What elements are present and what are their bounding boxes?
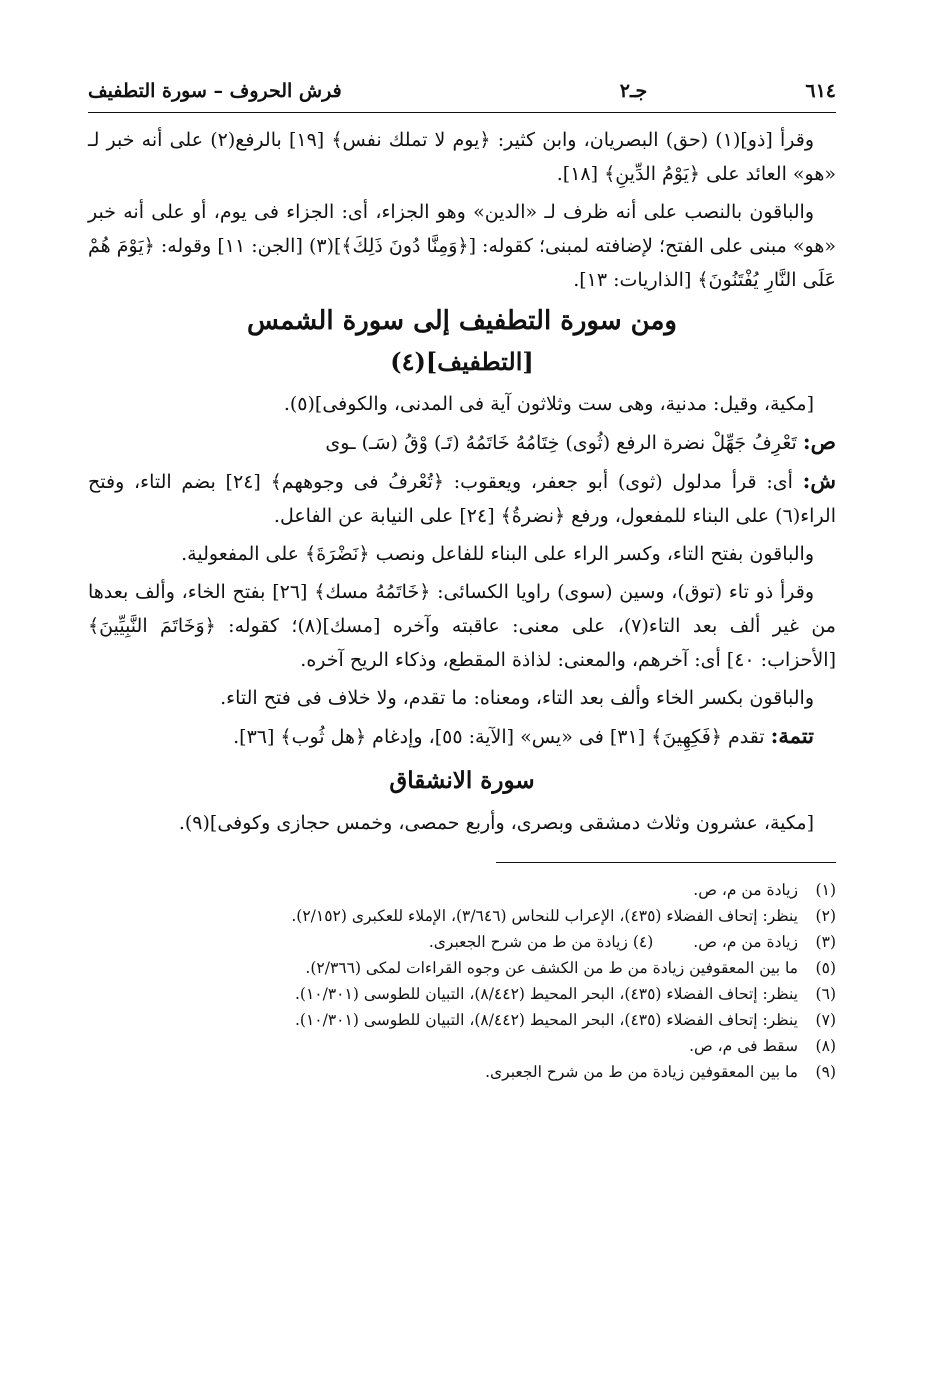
tatimma-label: تتمة: xyxy=(770,723,814,748)
running-title: فرش الحروف – سورة التطفيف xyxy=(88,80,342,102)
paragraph-3: [مكية، وقيل: مدنية، وهى ست وثلاثون آية فى المدنى، والكوفى](٥). xyxy=(283,393,814,415)
sharh-label: ش: xyxy=(802,468,837,493)
paragraph-9: [مكية، عشرون وثلاث دمشقى وبصرى، وأربع حمصى، وخمس حجازى وكوفى](٩). xyxy=(178,812,814,834)
footnote-text: زيادة من م، ص. xyxy=(693,881,798,899)
footnote-number: (٣) xyxy=(815,933,836,951)
footnote-number: (٩) xyxy=(815,1063,836,1081)
sharh-paragraph xyxy=(88,464,836,533)
footnote-text: ينظر: إتحاف الفضلاء (٤٣٥)، الإعراب للنحاس (٣/٦٤٦)، الإملاء للعكبرى (٢/١٥٢). xyxy=(291,907,798,925)
paragraph-8: تقدم ﴿فَكِهِينَ﴾ [٣١] فى «يس» [الآية: ٥٥]، وإدغام ﴿هل ثُوب﴾ [٣٦]. xyxy=(233,726,765,748)
section-heading: ومن سورة التطفيف إلى سورة الشمس xyxy=(247,306,677,336)
footnote-item xyxy=(88,955,836,981)
footnote-number: (٦) xyxy=(815,985,836,1003)
footnote-text-main: زيادة من م، ص. xyxy=(693,933,798,951)
footnote-text-extra: (٤) زيادة من ط من شرح الجعبرى. xyxy=(428,933,654,951)
footnote-item xyxy=(88,903,836,929)
footnote-text: ما بين المعقوفين زيادة من ط من الكشف عن وجوه القراءات لمكى (٢/٣٦٦). xyxy=(305,959,798,977)
footnote-number: (٨) xyxy=(815,1037,836,1055)
surah-heading-tatfif: [التطفيف](٤) xyxy=(390,347,534,376)
footnote-text: ينظر: إتحاف الفضلاء (٤٣٥)، البحر المحيط (٨/٤٤٢)، التبيان للطوسى (١٠/٣٠١). xyxy=(295,985,798,1003)
verse-line xyxy=(88,425,836,460)
footnote-number: (٥) xyxy=(815,959,836,977)
page-number: ٦١٤ xyxy=(805,80,836,102)
paragraph-5: والباقون بفتح التاء، وكسر الراء على البناء للفاعل ونصب ﴿نَضْرَةَ﴾ على المفعولية. xyxy=(181,543,814,565)
footnote-item xyxy=(88,1059,836,1085)
footnote-number: (٧) xyxy=(815,1011,836,1029)
footnote-item xyxy=(88,929,836,955)
footnote-number: (٢) xyxy=(815,907,836,925)
paragraph-7: والباقون بكسر الخاء وألف بعد التاء، ومعناه: ما تقدم، ولا خلاف فى فتح التاء. xyxy=(220,687,814,709)
paragraph-1: وقرأ [ذو](١) (حق) البصريان، وابن كثير: ﴿يوم لا تملك نفس﴾ [١٩] بالرفع(٢) على أنه خبر لـ «هو» العائد على ﴿يَوْمُ الدِّينِ﴾ [١٨]. xyxy=(88,129,836,185)
paragraph-2: والباقون بالنصب على أنه ظرف لـ «الدين» وهو الجزاء، أى: الجزاء فى يوم، أو على أنه خبر «هو» مبنى على الفتح؛ لإضافته لمبنى؛ كقوله: [﴿وَمِنَّا دُونَ ذَلِكَ﴾](٣) [الجن: ١١] وقوله: ﴿يَوْمَ هُمْ عَلَى النَّارِ يُفْتَنُونَ﴾ [الذاريات: ١٣]. xyxy=(88,201,836,291)
volume-label: جـ٢ xyxy=(619,80,648,102)
footnote-number: (١) xyxy=(815,881,836,899)
verse-label: ص: xyxy=(802,429,836,454)
footnote-text: ينظر: إتحاف الفضلاء (٤٣٥)، البحر المحيط (٨/٤٤٢)، التبيان للطوسى (١٠/٣٠١). xyxy=(295,1011,798,1029)
tatimma-paragraph xyxy=(88,719,836,754)
footnote-item xyxy=(88,981,836,1007)
verse-text: تَعْرِفُ جَهِّلْ نضرة الرفع (ثُوى) خِتَامُهُ خَاتَمُهُ (تَـ) وْقُ (سَـ) ـوى xyxy=(325,432,797,454)
footnote-item xyxy=(88,1033,836,1059)
page xyxy=(88,80,836,1085)
main-text xyxy=(88,123,836,840)
running-header xyxy=(88,80,836,113)
surah-heading-inshiqaq: سورة الانشقاق xyxy=(389,767,535,794)
paragraph-4: أى: قرأ مدلول (ثوى) أبو جعفر، ويعقوب: ﴿تُعْرفُ فى وجوههم﴾ [٢٤] بضم التاء، وفتح الراء(٦) على البناء للمفعول، ورفع ﴿نضرةُ﴾ [٢٤] على النيابة عن الفاعل. xyxy=(88,471,836,527)
footnote-divider xyxy=(496,862,836,863)
footnote-text: ما بين المعقوفين زيادة من ط من شرح الجعبرى. xyxy=(485,1063,798,1081)
footnotes xyxy=(88,877,836,1085)
footnote-text: سقط فى م، ص. xyxy=(689,1037,798,1055)
paragraph-6: وقرأ ذو تاء (توق)، وسين (سوى) راويا الكسائى: ﴿خَاتَمُهُ مسك﴾ [٢٦] بفتح الخاء، وألف بعدها من غير ألف بعد التاء(٧)، على معنى: عاقبته وآخره [مسك](٨)؛ كقوله: ﴿وَخَاتَمَ النَّبِيِّينَ﴾ [الأحزاب: ٤٠] أى: آخرهم، والمعنى: لذاذة المقطع، وذكاء الريح آخره. xyxy=(88,581,836,671)
footnote-item xyxy=(88,1007,836,1033)
footnote-text xyxy=(88,929,798,955)
footnote-item xyxy=(88,877,836,903)
